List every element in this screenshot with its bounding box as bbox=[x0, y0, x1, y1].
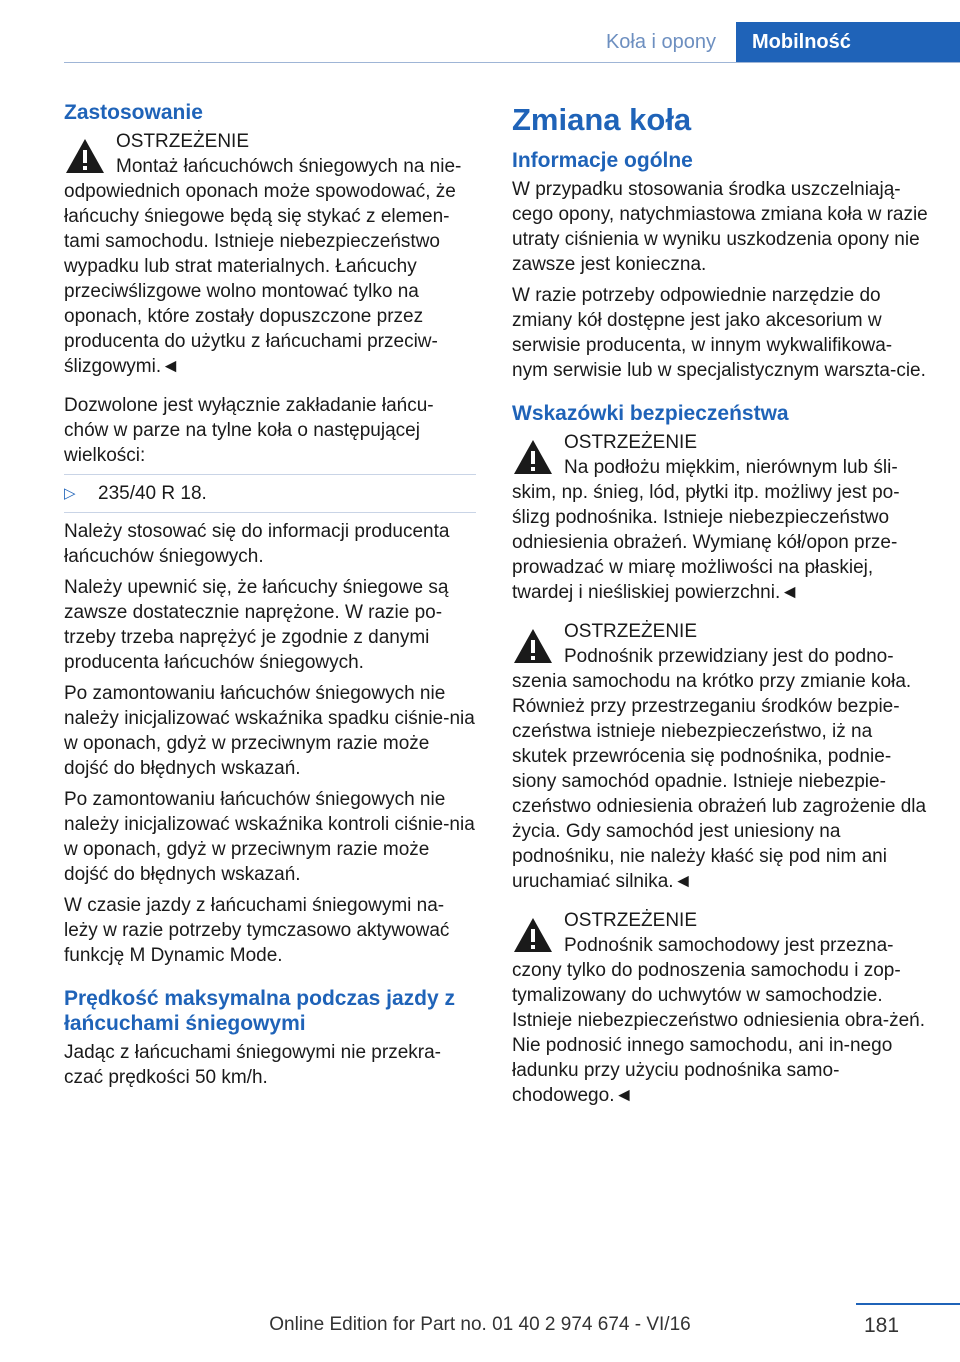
list-divider bbox=[64, 474, 476, 475]
warning-text: Podnośnik przewidziany jest do podno-szenia samochodu na krótko przy zmianie koła. Również przy przestrzeganiu środków bezpie-czeństwa istnieje niebezpieczeństwo, iż na skutek przewrócenia się podnośnika, podnie-siony samochód opadnie. Istnieje niebezpie-czeństwo odniesienia obrażeń lub zagrożenie dla życia. Gdy samochód jest uniesiony na podnośniku, nie należy kłaść się pod nim ani uruchamiać silnika.◄ bbox=[512, 646, 927, 892]
warning-label: OSTRZEŻENIE bbox=[564, 621, 698, 642]
warning-block bbox=[512, 619, 928, 894]
paragraph: W czasie jazdy z łańcuchami śniegowymi na-leży w razie potrzeby tymczasowo aktywować funkcję M Dynamic Mode. bbox=[64, 895, 450, 966]
paragraph: W razie potrzeby odpowiednie narzędzie do zmiany kół dostępne jest jako akcesorium w serwisie producenta, w innym wykwalifikowa-nym serwisie lub w specjalistycznym warszta-cie. bbox=[512, 285, 926, 381]
warning-label: OSTRZEŻENIE bbox=[564, 910, 698, 931]
edition-footer: Online Edition for Part no. 01 40 2 974 674 - VI/16 bbox=[269, 1314, 691, 1335]
right-column bbox=[512, 100, 928, 1122]
warning-text: Podnośnik samochodowy jest przezna-czony tylko do podnoszenia samochodu i zop-tymalizowany do uchwytów w samochodzie. Istnieje niebezpieczeństwo odniesienia obra-żeń. Nie podnosić innego samochodu, ani in-nego ładunku przy użyciu podnośnika samo-chodowego.◄ bbox=[512, 935, 925, 1106]
warning-block bbox=[512, 908, 928, 1108]
warning-triangle-icon bbox=[512, 627, 554, 665]
warning-triangle-icon bbox=[512, 438, 554, 476]
paragraph: Dozwolone jest wyłącznie zakładanie łańcu-chów w parze na tylne koła o następującej wielkości: bbox=[64, 395, 434, 466]
paragraph: Po zamontowaniu łańcuchów śniegowych nie należy inicjalizować wskaźnika kontroli ciśnie-nia w oponach, gdyż w przeciwnym razie może dojść do błędnych wskazań. bbox=[64, 789, 475, 885]
section-title-safety: Wskazówki bezpieczeństwa bbox=[512, 402, 789, 425]
paragraph: Jadąc z łańcuchami śniegowymi nie przekra-czać prędkości 50 km/h. bbox=[64, 1042, 441, 1088]
warning-text: Na podłożu miękkim, nierównym lub śli-skim, np. śnieg, lód, płytki itp. możliwy jest po-ślizg podnośnika. Istnieje niebezpieczeństwo odniesienia obrażeń. Wymianę kół/opon prze-prowadzać w miarę możliwości na płaskiej, twardej i nieśliskiej powierzchni.◄ bbox=[512, 457, 900, 603]
paragraph: Po zamontowaniu łańcuchów śniegowych nie należy inicjalizować wskaźnika spadku ciśnie-nia w oponach, gdyż w przeciwnym razie może dojść do błędnych wskazań. bbox=[64, 683, 475, 779]
header-section-tab: Koła i opony bbox=[586, 22, 736, 62]
warning-label: OSTRZEŻENIE bbox=[116, 131, 250, 152]
header-chapter-tab: Mobilność bbox=[736, 22, 960, 62]
section-title-general: Informacje ogólne bbox=[512, 149, 693, 172]
list-divider bbox=[64, 512, 476, 513]
list-item-text: 235/40 R 18. bbox=[98, 483, 207, 504]
section-title-max-speed: Prędkość maksymalna podczas jazdy z łańcuchami śniegowymi bbox=[64, 987, 456, 1035]
paragraph: W przypadku stosowania środka uszczelniają-cego opony, natychmiastowa zmiana koła w razie utraty ciśnienia w wyniku uszkodzenia opony nie zawsze jest konieczna. bbox=[512, 179, 928, 275]
page-number: 181 bbox=[864, 1314, 900, 1337]
warning-triangle-icon bbox=[512, 916, 554, 954]
warning-block bbox=[512, 430, 928, 605]
warning-text: Montaż łańcuchówch śniegowych na nie-odpowiednich oponach może spowodować, że łańcuchy śniegowe będą się stykać z elemen-tami samochodu. Istnieje niebezpieczeństwo wypadku lub strat materialnych. Łańcuchy przeciwślizgowe wolno montować tylko na oponach, które zostały dopuszczone przez producenta do użytku z łańcuchami przeciw-ślizgowymi.◄ bbox=[64, 156, 462, 377]
warning-label: OSTRZEŻENIE bbox=[564, 432, 698, 453]
left-column bbox=[64, 100, 476, 1096]
list-item bbox=[64, 481, 476, 506]
bullet-triangle-icon: ▷ bbox=[64, 485, 76, 502]
section-title-usage: Zastosowanie bbox=[64, 101, 203, 124]
page-number-rule bbox=[856, 1303, 960, 1305]
warning-triangle-icon bbox=[64, 137, 106, 175]
warning-block bbox=[64, 129, 476, 379]
header-rule bbox=[64, 62, 960, 63]
paragraph: Należy upewnić się, że łańcuchy śniegowe są zawsze dostatecznie naprężone. W razie po-trzeby trzeba naprężyć je zgodnie z danymi producenta łańcuchów śniegowych. bbox=[64, 577, 449, 673]
paragraph: Należy stosować się do informacji producenta łańcuchów śniegowych. bbox=[64, 521, 450, 567]
chapter-title: Zmiana koła bbox=[512, 102, 692, 137]
